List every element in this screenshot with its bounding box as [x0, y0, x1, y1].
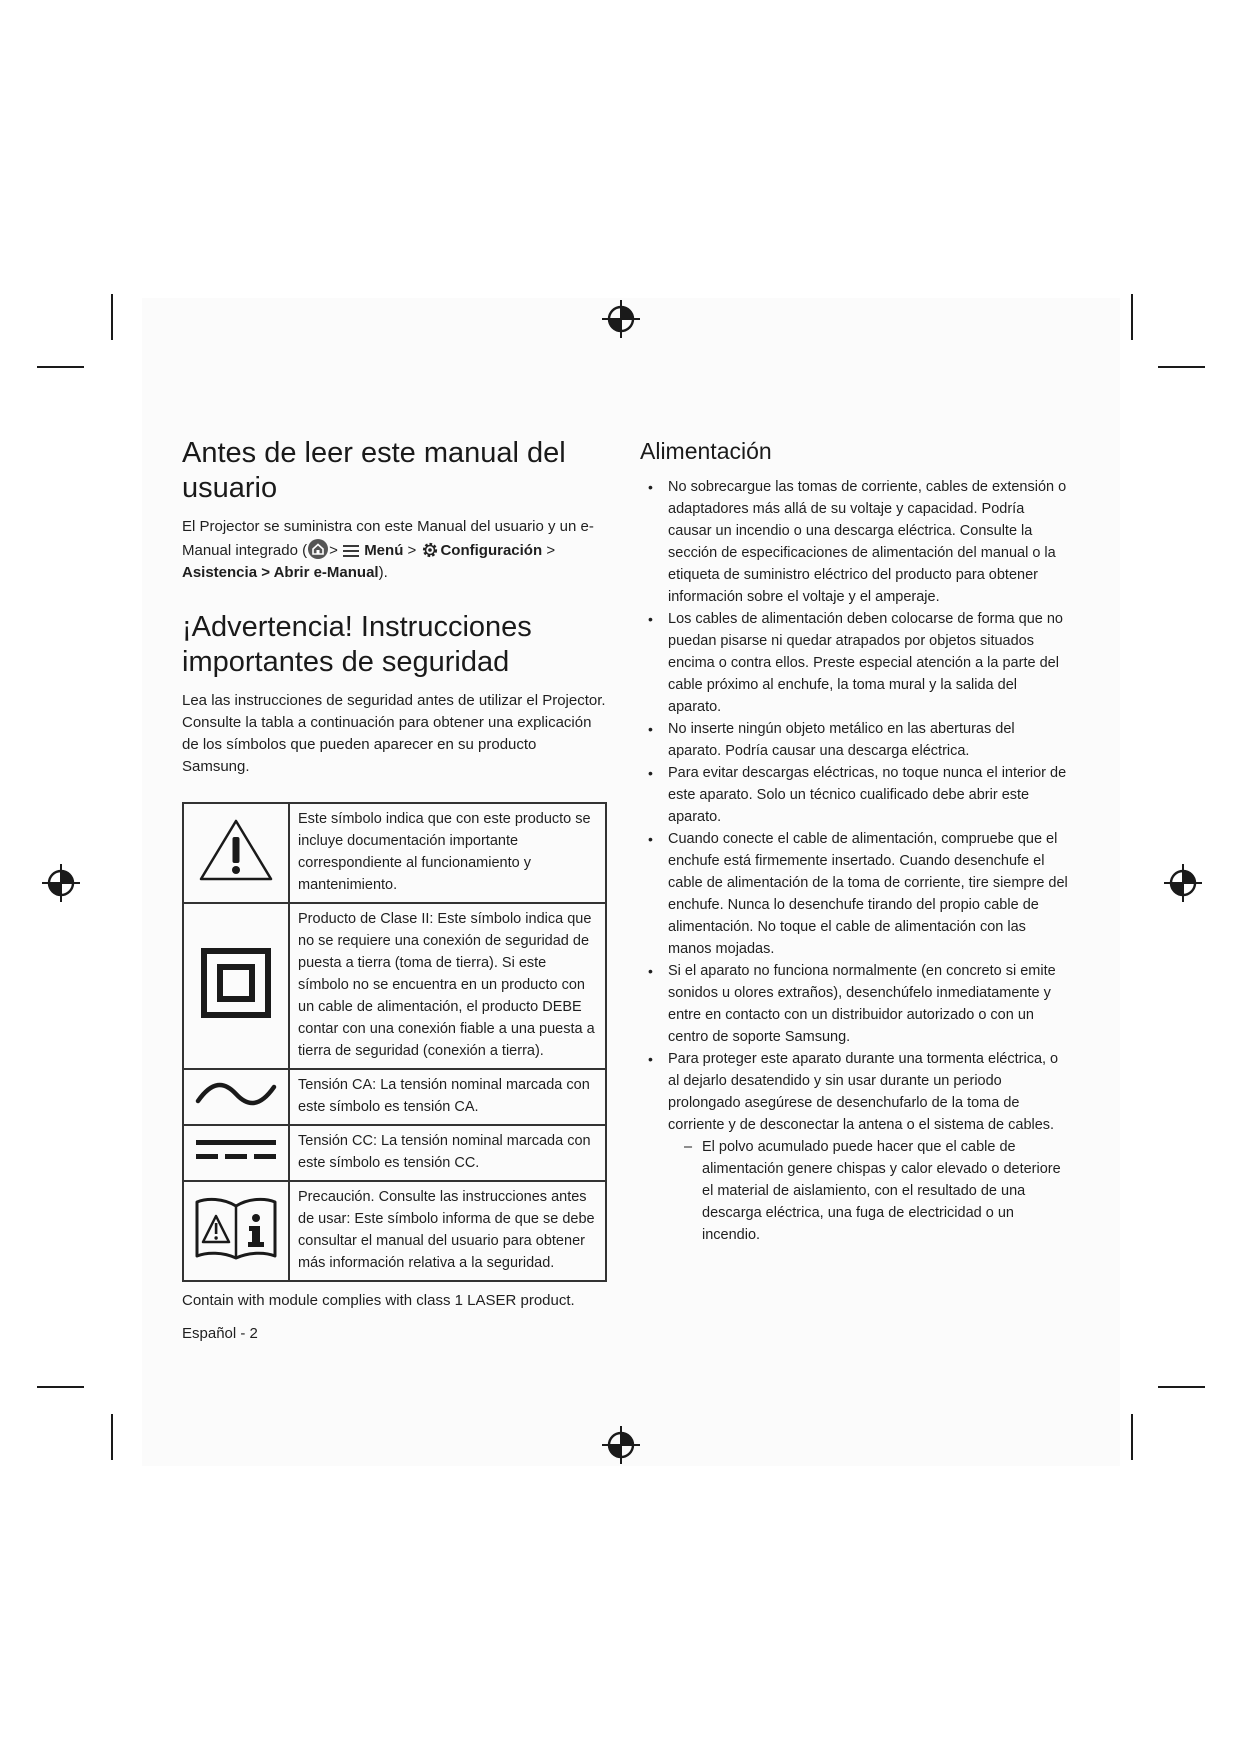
- table-row: [183, 1069, 606, 1125]
- caution-manual-icon: [193, 1194, 279, 1262]
- list-item-text: Para evitar descargas eléctricas, no toque nunca el interior de este aparato. Solo un técnico cualificado debe abrir este aparato.: [668, 765, 1067, 825]
- list-item-text: Los cables de alimentación deben colocarse de forma que no puedan pisarse ni quedar atrapados por objetos situados encima o contra ellos. Preste especial atención a la parte del cable próximo al enchufe, la toma mural y la salida del aparato.: [668, 611, 1063, 715]
- ac-wave-icon: [194, 1079, 278, 1109]
- list-item: [640, 476, 1070, 608]
- dc-lines-icon: [194, 1135, 278, 1165]
- intro-end: ).: [378, 564, 388, 581]
- list-item: [640, 718, 1070, 762]
- menu-label: Menú: [364, 542, 404, 559]
- registration-mark-icon: [41, 863, 81, 903]
- safety-warning-paragraph: Lea las instrucciones de seguridad antes de utilizar el Projector. Consulte la tabla a continuación para obtener una explicación de los símbolos que pueden aparecer en su producto Samsung.: [182, 692, 606, 775]
- symbol-description: Tensión CC: La tensión nominal marcada con este símbolo es tensión CC.: [289, 1125, 606, 1181]
- list-item: [640, 828, 1070, 960]
- arrow-separator: >: [329, 542, 338, 559]
- bullet-marker: •: [648, 1051, 653, 1067]
- bullet-marker: •: [648, 611, 653, 627]
- list-item-text: Para proteger este aparato durante una tormenta eléctrica, o al dejarlo desatendido y sin usar durante un periodo prolongado asegúrese de desenchufarlo de la toma de corriente y de desconectar la antena o el sistema de cables.: [668, 1051, 1059, 1133]
- bullet-marker: •: [648, 721, 653, 737]
- crop-mark-bottom-left-vertical: [111, 1414, 113, 1460]
- list-item: [640, 1048, 1070, 1246]
- crop-mark-bottom-left-horizontal: [37, 1386, 84, 1388]
- symbol-cell: [183, 1181, 289, 1281]
- symbol-description: Precaución. Consulte las instrucciones antes de usar: Este símbolo informa de que se debe consultar el manual del usuario para obtener más información relativa a la seguridad.: [289, 1181, 606, 1281]
- safety-symbols-table: [182, 802, 607, 1282]
- table-row: [183, 1181, 606, 1281]
- table-row: [183, 903, 606, 1069]
- arrow-separator: >: [546, 542, 556, 559]
- table-row: [183, 803, 606, 903]
- registration-mark-icon: [601, 299, 641, 339]
- list-item-text: No inserte ningún objeto metálico en las aberturas del aparato. Podría causar una descarga eléctrica.: [668, 721, 1015, 759]
- safety-warning-title: ¡Advertencia! Instrucciones importantes de seguridad: [182, 611, 532, 678]
- crop-mark-top-right-vertical: [1131, 294, 1133, 340]
- table-row: [183, 1125, 606, 1181]
- list-item: [640, 960, 1070, 1048]
- symbol-description: Producto de Clase II: Este símbolo indica que no se requiere una conexión de seguridad de puesta a tierra (toma de tierra). Si este símbolo no se encuentra en un producto con un cable de alimentación, el producto DEBE contar con una conexión fiable a una puesta a tierra de seguridad (conexión a tierra).: [289, 903, 606, 1069]
- arrow-separator: >: [407, 542, 417, 559]
- configuration-label: Configuración: [440, 542, 543, 559]
- home-icon: [307, 538, 329, 560]
- symbol-cell: [183, 903, 289, 1069]
- class-ii-double-square-icon: [200, 947, 272, 1019]
- intro-text: El Projector se suministra con este Manual del usuario y un e-Manual integrado (: [182, 518, 594, 559]
- sub-list-item-text: El polvo acumulado puede hacer que el cable de alimentación genere chispas y calor elevado o deteriore el material de aislamiento, con el resultado de una descarga eléctrica, una fuga de electricidad o un incendio.: [702, 1139, 1061, 1243]
- list-item-text: Si el aparato no funciona normalmente (en concreto si emite sonidos u olores extraños), desenchúfelo inmediatamente y entre en contacto con un distribuidor autorizado o con un centro de soporte Samsung.: [668, 963, 1056, 1045]
- crop-mark-bottom-right-vertical: [1131, 1414, 1133, 1460]
- bullet-marker: •: [648, 479, 653, 495]
- menu-icon: [342, 542, 360, 560]
- registration-mark-icon: [1163, 863, 1203, 903]
- bullet-marker: •: [648, 963, 653, 979]
- support-path: Asistencia > Abrir e-Manual: [182, 564, 379, 581]
- symbol-description: Tensión CA: La tensión nominal marcada con este símbolo es tensión CA.: [289, 1069, 606, 1125]
- right-column: [640, 436, 1070, 1246]
- symbol-cell: [183, 1069, 289, 1125]
- list-item: [640, 608, 1070, 718]
- left-column: [182, 436, 607, 1312]
- registration-mark-icon: [601, 1425, 641, 1465]
- list-item-text: Cuando conecte el cable de alimentación, compruebe que el enchufe está firmemente insertado. Cuando desenchufe el cable de alimentación de la toma de corriente, tire siempre del enchufe. Nunca lo desenchufe tirando del propio cable de alimentación. No toque el cable de alimentación con las manos mojadas.: [668, 831, 1068, 957]
- sub-list-item: [680, 1136, 1070, 1246]
- bullet-marker: •: [648, 765, 653, 781]
- power-section-title: Alimentación: [640, 438, 772, 464]
- dash-marker: –: [684, 1139, 693, 1155]
- warning-triangle-icon: [197, 817, 275, 883]
- manual-intro-title: Antes de leer este manual del usuario: [182, 437, 566, 504]
- crop-mark-top-right-horizontal: [1158, 366, 1205, 368]
- list-item-text: No sobrecargue las tomas de corriente, cables de extensión o adaptadores más allá de su voltaje y capacidad. Podría causar un incendio o una descarga eléctrica. Consulte la sección de especificaciones de alimentación del manual o la etiqueta de suministro eléctrico del producto para obtener información sobre el voltaje y el amperaje.: [668, 479, 1067, 605]
- manual-intro-paragraph: [182, 516, 607, 584]
- page-footer: Español - 2: [182, 1325, 258, 1342]
- crop-mark-bottom-right-horizontal: [1158, 1386, 1205, 1388]
- gear-icon: [420, 540, 440, 560]
- crop-mark-top-left-horizontal: [37, 366, 84, 368]
- symbol-description: Este símbolo indica que con este producto se incluye documentación importante correspondiente al funcionamiento y mantenimiento.: [289, 803, 606, 903]
- symbol-cell: [183, 803, 289, 903]
- power-safety-list: [640, 476, 1070, 1246]
- laser-compliance-note: Contain with module complies with class 1 LASER product.: [182, 1292, 575, 1309]
- bullet-marker: •: [648, 831, 653, 847]
- symbol-cell: [183, 1125, 289, 1181]
- crop-mark-top-left-vertical: [111, 294, 113, 340]
- list-item: [640, 762, 1070, 828]
